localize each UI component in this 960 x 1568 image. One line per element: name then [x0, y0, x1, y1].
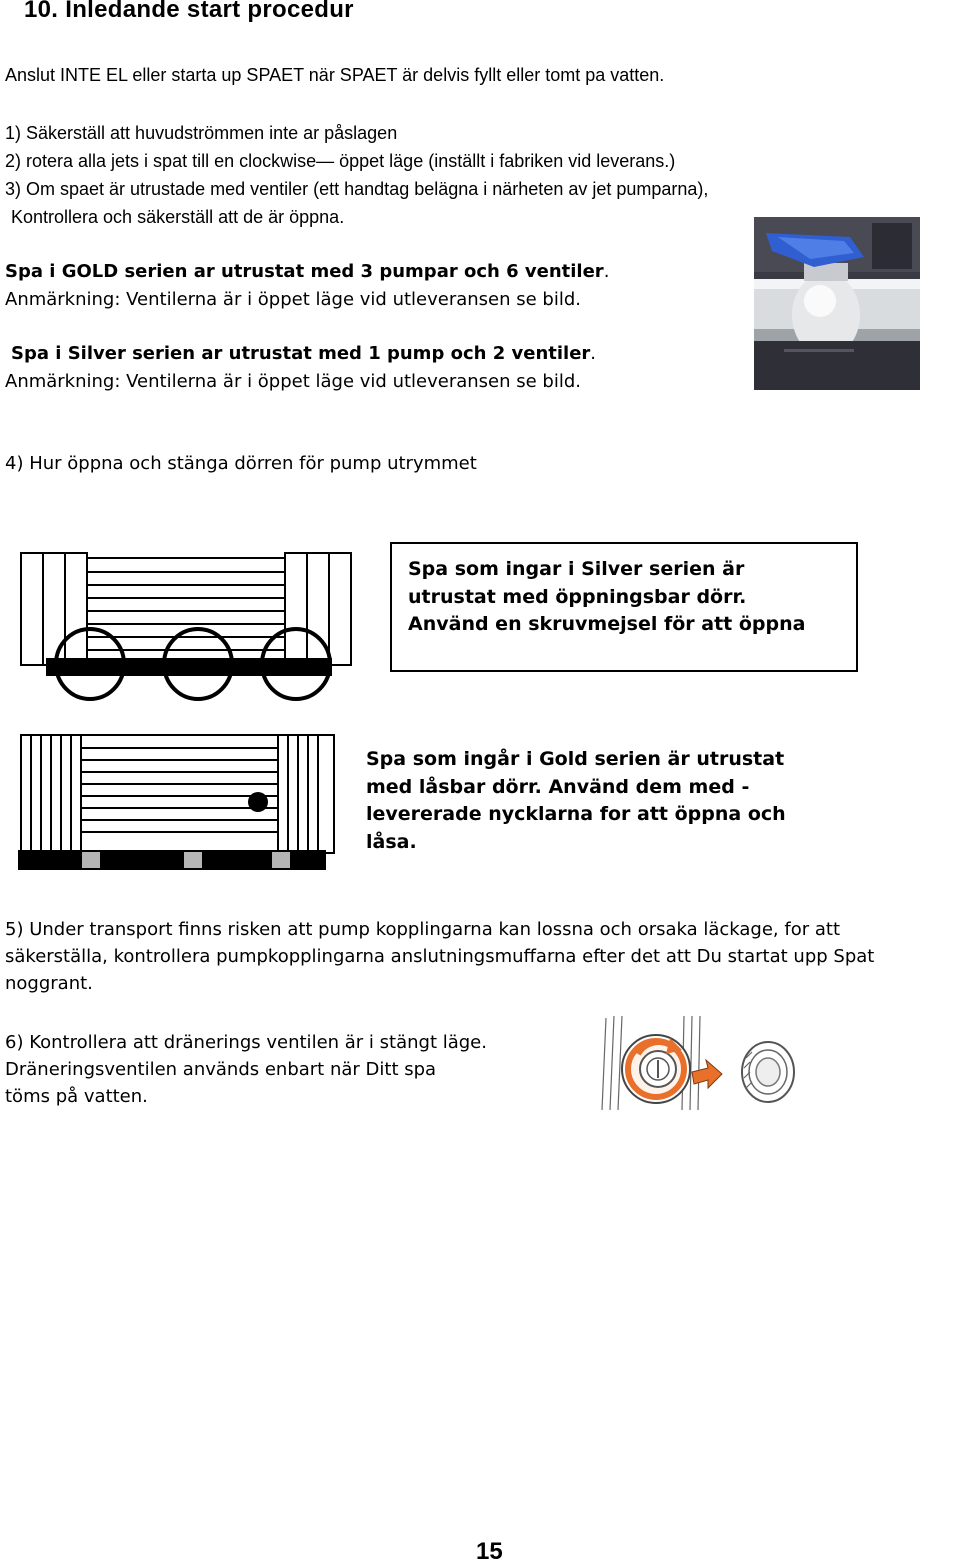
step-1: 1) Säkerställ att huvudströmmen inte ar påslagen [5, 123, 398, 143]
silver-heading [11, 340, 596, 367]
silver-box-text [408, 556, 805, 639]
silver-box-line: utrustat med öppningsbar dörr. [408, 585, 747, 608]
step-5-line1: 5) Under transport finns risken att pump kopplingarna kan lossna och orsaka läckage, for att [5, 919, 840, 940]
silver-door-diagram [18, 550, 358, 710]
step-6-line1: 6) Kontrollera att dränerings ventilen är i stängt läge. [5, 1032, 487, 1053]
gold-door-diagram [18, 732, 338, 872]
step-5-line2: säkerställa, kontrollera pumpkopplingarna anslutningsmuffarna efter det att Du startat upp Spat [5, 946, 875, 967]
silver-box-line: Använd en skruvmejsel för att öppna [408, 613, 806, 635]
silver-box-line: Spa som ingar i Silver serien är [408, 558, 745, 580]
step-5-line3: noggrant. [5, 973, 93, 994]
gold-heading [5, 258, 609, 285]
silver-heading-bold: Spa i Silver serien ar utrustat med 1 pump och 2 ventiler [11, 343, 591, 364]
step-3-line1: 3) Om spaet är utrustade med ventiler (ett handtag belägna i närheten av jet pumparna), [5, 179, 709, 199]
step-6-line3: töms på vatten. [5, 1086, 148, 1107]
gold-box-line: Spa som ingår i Gold serien är utrustat [366, 748, 785, 770]
page-number: 15 [476, 1538, 503, 1565]
step-3-line2: Kontrollera och säkerställ att de är öppna. [11, 207, 345, 227]
gold-note: Anmärkning: Ventilerna är i öppet läge vid utleveransen se bild. [5, 289, 581, 310]
drain-valve-illustration [600, 1014, 800, 1114]
silver-note: Anmärkning: Ventilerna är i öppet läge vid utleveransen se bild. [5, 371, 581, 392]
step-4: 4) Hur öppna och stänga dörren för pump utrymmet [5, 453, 477, 474]
gold-box-text [366, 746, 786, 856]
page-title: 10. Inledande start procedur [24, 0, 354, 23]
gold-heading-bold: Spa i GOLD serien ar utrustat med 3 pumpar och 6 ventiler [5, 261, 604, 282]
gold-heading-dot: . [603, 261, 610, 282]
valve-photo [754, 217, 920, 390]
gold-box-line: låsa. [366, 830, 417, 853]
gold-box-line: med låsbar dörr. Använd dem med - [366, 775, 750, 798]
silver-box [390, 542, 858, 672]
step-6-line2: Dräneringsventilen används enbart när Ditt spa [5, 1059, 437, 1080]
silver-heading-dot: . [590, 343, 597, 364]
intro-text: Anslut INTE EL eller starta up SPAET när SPAET är delvis fyllt eller tomt pa vatten. [5, 65, 665, 85]
gold-box-line: levererade nycklarna for att öppna och [366, 803, 786, 825]
step-2: 2) rotera alla jets i spat till en clockwise— öppet läge (inställt i fabriken vid leverans.) [5, 151, 676, 171]
